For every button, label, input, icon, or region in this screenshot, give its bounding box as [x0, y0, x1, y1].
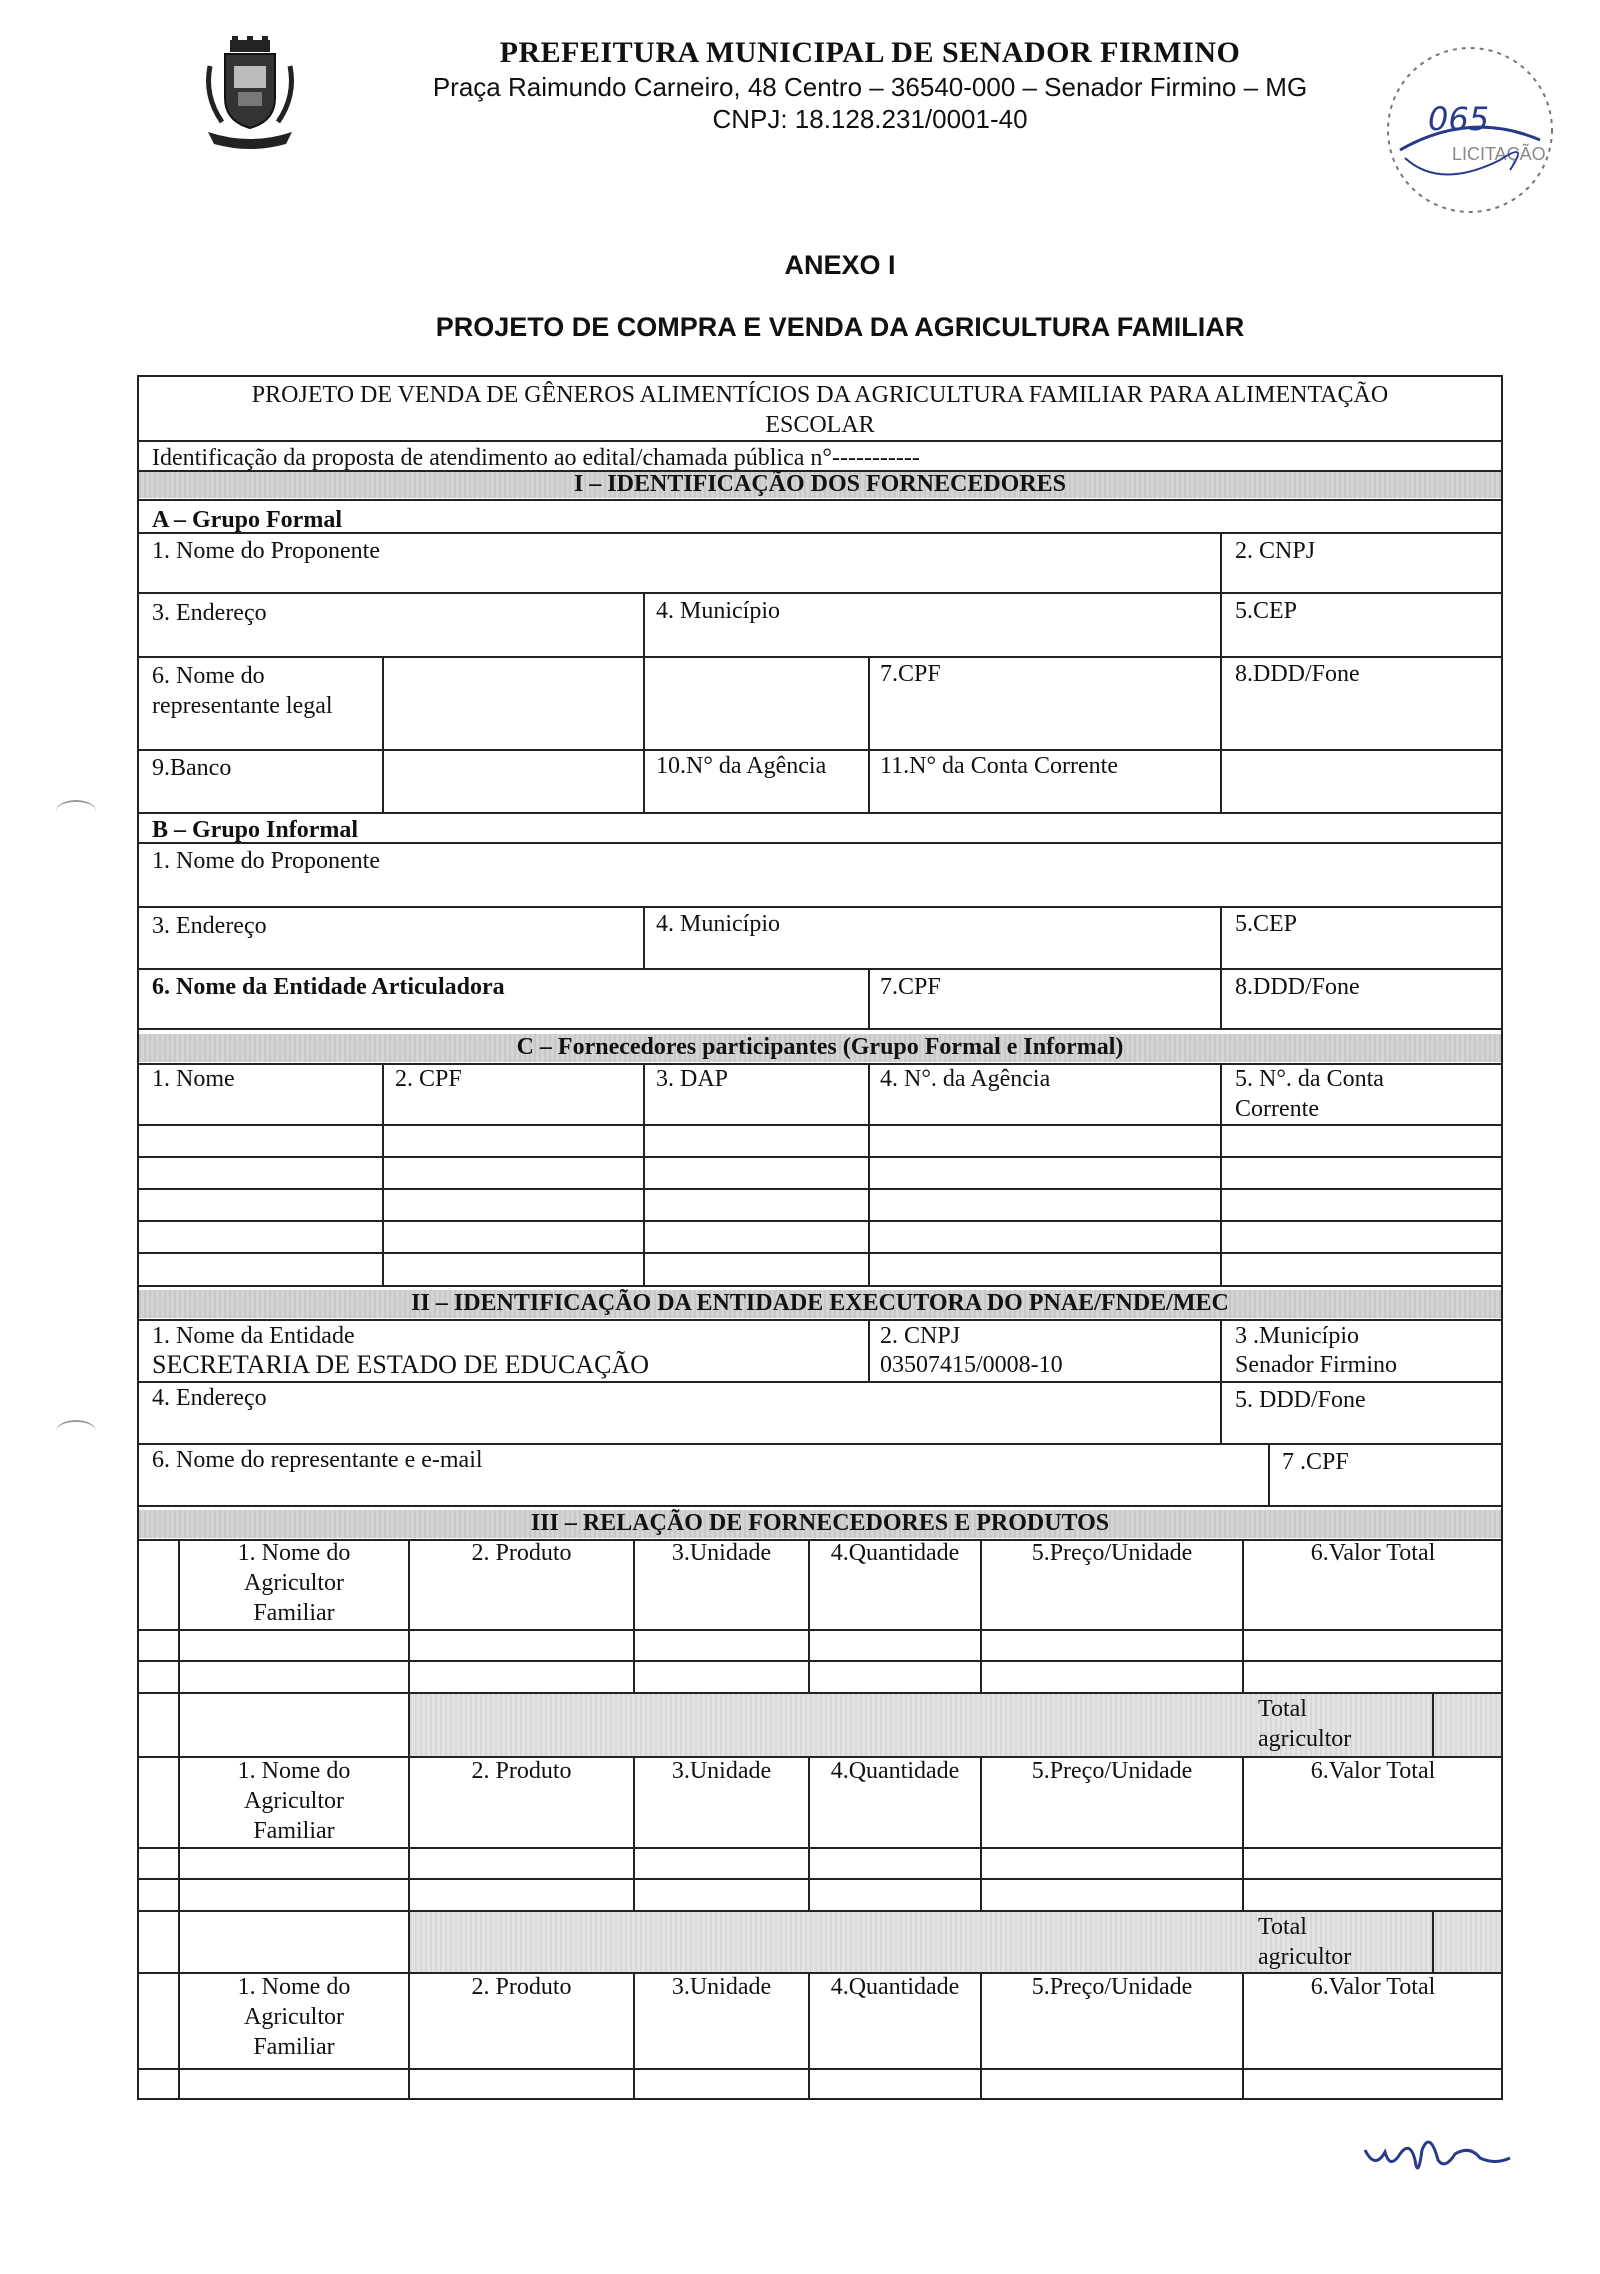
a-municipio-label: 4. Município — [656, 598, 780, 624]
a-representante-label-l2: representante legal — [152, 693, 333, 719]
a-banco-label: 9.Banco — [152, 755, 232, 781]
a-nome-proponente-label: 1. Nome do Proponente — [152, 538, 380, 564]
coat-of-arms-icon — [200, 36, 300, 156]
coat-of-arms-logo — [200, 36, 300, 156]
b-ddd-label: 8.DDD/Fone — [1235, 974, 1360, 1000]
iii-preco-header: 5.Preço/Unidade — [1031, 1974, 1193, 2000]
iii-nome-header-l2: Agricultor — [244, 2004, 344, 2030]
iii-nome-header-l3: Familiar — [253, 2034, 335, 2060]
ii-endereco-label: 4. Endereço — [152, 1385, 267, 1411]
b-endereco-label: 3. Endereço — [152, 913, 267, 939]
iii-nome-header-l1: 1. Nome do — [237, 1540, 351, 1566]
section-header-1 — [139, 472, 1501, 498]
iii-nome-header-l1: 1. Nome do — [237, 1974, 351, 2000]
protocol-stamp — [1380, 40, 1560, 220]
c-nome-header: 1. Nome — [152, 1066, 235, 1092]
ii-municipio-value: Senador Firmino — [1235, 1352, 1397, 1378]
iii-valor-header: 6.Valor Total — [1310, 1974, 1436, 2000]
iii-produto-header: 2. Produto — [471, 1758, 572, 1784]
a-cep-label: 5.CEP — [1235, 598, 1298, 624]
iii-produto-header: 2. Produto — [471, 1540, 572, 1566]
signature — [1360, 2120, 1520, 2190]
iii-nome-header-l2: Agricultor — [244, 1788, 344, 1814]
iii-unidade-header: 3.Unidade — [671, 1758, 772, 1784]
iii-valor-header: 6.Valor Total — [1310, 1758, 1436, 1784]
b-entidade-label: 6. Nome da Entidade Articuladora — [152, 974, 505, 1000]
section-3-title: III – RELAÇÃO DE FORNECEDORES E PRODUTOS — [530, 1510, 1110, 1536]
ii-cpf-label: 7 .CPF — [1282, 1449, 1349, 1475]
iii-preco-header: 5.Preço/Unidade — [1031, 1540, 1193, 1566]
stamp-number: 065 — [1428, 100, 1490, 138]
iii-valor-header: 6.Valor Total — [1310, 1540, 1436, 1566]
ii-representante-label: 6. Nome do representante e e-mail — [152, 1447, 483, 1473]
total-agricultor-label-1-l2: agricultor — [1258, 1726, 1352, 1752]
ii-ddd-label: 5. DDD/Fone — [1235, 1387, 1366, 1413]
punch-hole-mark — [56, 800, 96, 822]
a-ddd-label: 8.DDD/Fone — [1235, 661, 1360, 687]
section-2-title: II – IDENTIFICAÇÃO DA ENTIDADE EXECUTORA DO PNAE/FNDE/MEC — [411, 1290, 1229, 1316]
svg-text:LICITAÇÃO: LICITAÇÃO — [1452, 144, 1546, 164]
iii-produto-header: 2. Produto — [471, 1974, 572, 2000]
iii-quantidade-header: 4.Quantidade — [830, 1540, 960, 1566]
b-cpf-label: 7.CPF — [880, 974, 941, 1000]
iii-nome-header-l3: Familiar — [253, 1818, 335, 1844]
total-agricultor-label-1-l1: Total — [1258, 1696, 1307, 1722]
section-header-3 — [139, 1510, 1501, 1538]
ii-nome-value: SECRETARIA DE ESTADO DE EDUCAÇÃO — [152, 1350, 650, 1379]
group-informal-heading: B – Grupo Informal — [152, 817, 359, 843]
group-c-heading: C – Fornecedores participantes (Grupo Formal e Informal) — [516, 1034, 1124, 1060]
iii-unidade-header: 3.Unidade — [671, 1974, 772, 2000]
group-formal-heading: A – Grupo Formal — [152, 507, 342, 533]
total-agricultor-label-2-l2: agricultor — [1258, 1944, 1352, 1970]
b-cep-label: 5.CEP — [1235, 911, 1298, 937]
b-municipio-label: 4. Município — [656, 911, 780, 937]
iii-preco-header: 5.Preço/Unidade — [1031, 1758, 1193, 1784]
iii-quantidade-header: 4.Quantidade — [830, 1758, 960, 1784]
iii-unidade-header: 3.Unidade — [671, 1540, 772, 1566]
section-header-c — [139, 1034, 1501, 1062]
a-representante-label-l1: 6. Nome do — [152, 663, 265, 689]
ii-cnpj-label: 2. CNPJ — [880, 1323, 961, 1349]
header-cnpj: CNPJ: 18.128.231/0001-40 — [712, 104, 1028, 134]
iii-nome-header-l1: 1. Nome do — [237, 1758, 351, 1784]
c-conta-header-l1: 5. N°. da Conta — [1235, 1066, 1384, 1092]
header-address: Praça Raimundo Carneiro, 48 Centro – 36540-000 – Senador Firmino – MG — [432, 72, 1308, 102]
annex-title: ANEXO I — [784, 250, 896, 280]
b-nome-proponente-label: 1. Nome do Proponente — [152, 848, 380, 874]
ii-nome-label: 1. Nome da Entidade — [152, 1323, 355, 1349]
ii-municipio-label: 3 .Município — [1235, 1323, 1359, 1349]
a-conta-label: 11.N° da Conta Corrente — [880, 753, 1118, 779]
total-agricultor-label-2-l1: Total — [1258, 1914, 1307, 1940]
c-dap-header: 3. DAP — [656, 1066, 729, 1092]
document-title: PROJETO DE COMPRA E VENDA DA AGRICULTURA FAMILIAR — [435, 312, 1245, 342]
ii-cnpj-value: 03507415/0008-10 — [880, 1352, 1063, 1378]
a-cpf-label: 7.CPF — [880, 661, 941, 687]
iii-nome-header-l3: Familiar — [253, 1600, 335, 1626]
section-header-2 — [139, 1290, 1501, 1318]
a-endereco-label: 3. Endereço — [152, 600, 267, 626]
iii-nome-header-l2: Agricultor — [244, 1570, 344, 1596]
c-agencia-header: 4. N°. da Agência — [880, 1066, 1051, 1092]
c-conta-header-l2: Corrente — [1235, 1096, 1319, 1122]
header-title: PREFEITURA MUNICIPAL DE SENADOR FIRMINO — [499, 36, 1241, 69]
c-cpf-header: 2. CPF — [395, 1066, 462, 1092]
form-title-line2: ESCOLAR — [765, 412, 875, 438]
section-1-title: I – IDENTIFICAÇÃO DOS FORNECEDORES — [573, 471, 1067, 497]
a-cnpj-label: 2. CNPJ — [1235, 538, 1316, 564]
proposal-identification: Identificação da proposta de atendimento ao edital/chamada pública n°----------- — [152, 445, 920, 471]
a-agencia-label: 10.N° da Agência — [656, 753, 827, 779]
punch-hole-mark — [56, 1420, 96, 1442]
iii-quantidade-header: 4.Quantidade — [830, 1974, 960, 2000]
form-title-line1: PROJETO DE VENDA DE GÊNEROS ALIMENTÍCIOS DA AGRICULTURA FAMILIAR PARA ALIMENTAÇÃO — [251, 382, 1389, 408]
